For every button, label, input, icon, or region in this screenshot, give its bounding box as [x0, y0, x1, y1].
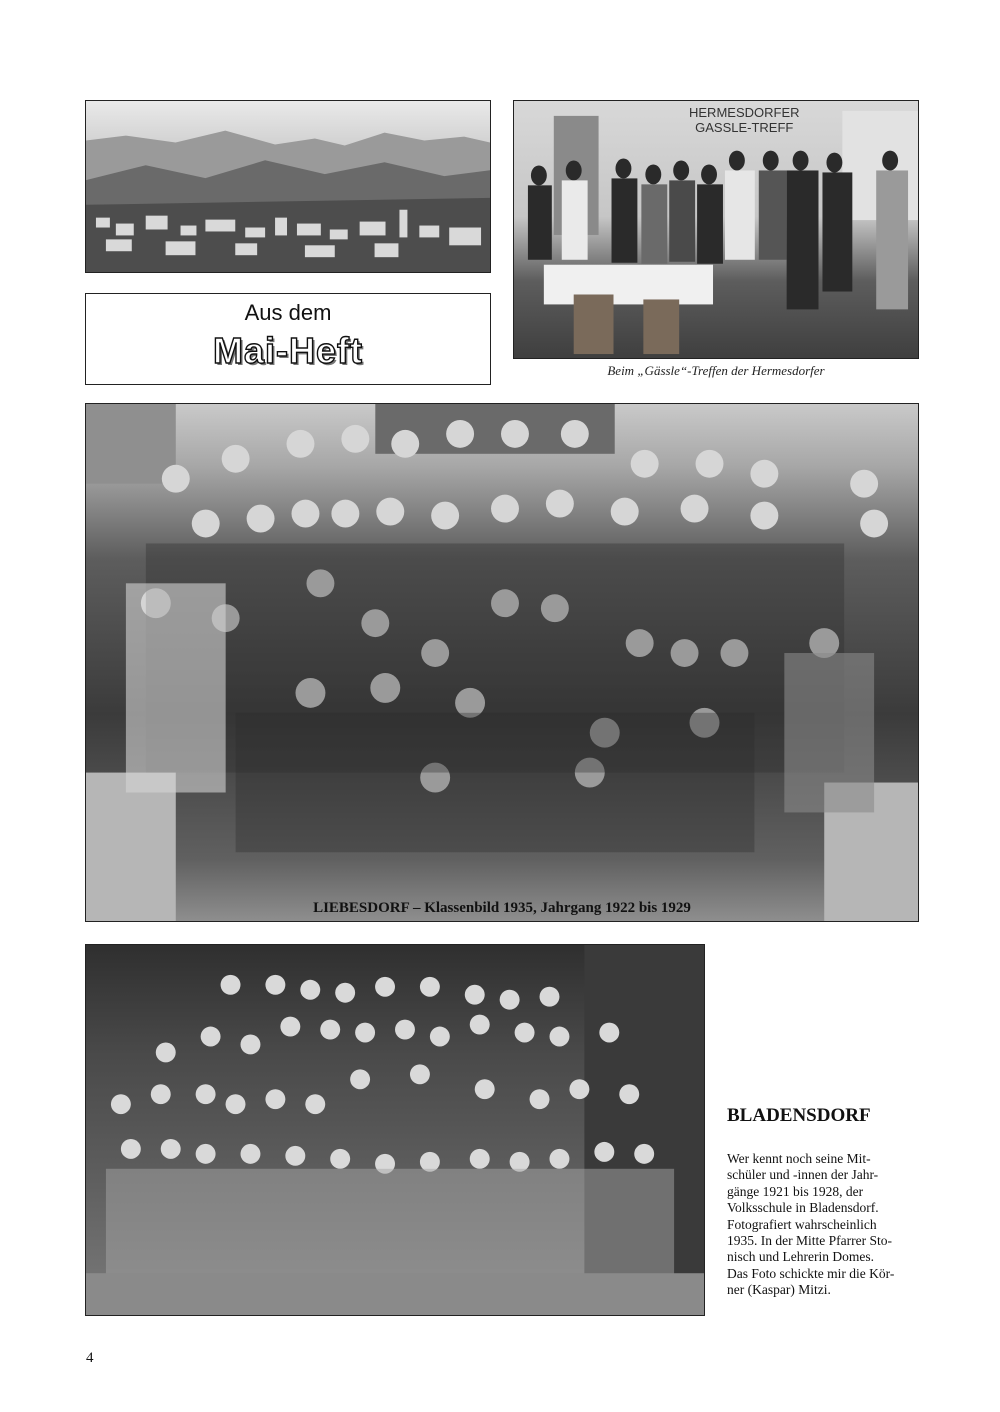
article-line: gänge 1921 bis 1928, der [727, 1183, 864, 1199]
article-line: Volksschule in Bladensdorf. [727, 1200, 879, 1216]
article-line: Wer kennt noch seine Mit- [727, 1151, 871, 1166]
meeting-people-image [514, 101, 918, 358]
meeting-sign [689, 105, 800, 135]
mountain-town-image [86, 101, 490, 272]
title-line-2: Mai-Heft [213, 330, 363, 371]
bladensdorf-class-photo [85, 944, 705, 1316]
meeting-caption: Beim „Gässle“-Treffen der Hermesdorfer [607, 363, 825, 378]
liebesdorf-caption: LIEBESDORF – Klassenbild 1935, Jahrgang 1922 bis 1929 [313, 900, 691, 916]
article-line: nisch und Lehrerin Domes. [727, 1249, 874, 1265]
liebesdorf-class-photo [85, 403, 919, 922]
title-line-1: Aus dem [244, 300, 332, 325]
article-line: Fotografiert wahrscheinlich [727, 1216, 877, 1232]
landscape-photo [85, 100, 491, 273]
meeting-sign-line-2: GASSLE-TREFF [695, 120, 794, 135]
bladensdorf-students-image [86, 945, 704, 1315]
article-line: Das Foto schickte mir die Kör- [727, 1265, 895, 1281]
article-body [727, 1151, 919, 1299]
article-line: 1935. In der Mitte Pfarrer Sto- [727, 1233, 892, 1249]
article-title: BLADENSDORF [727, 1105, 871, 1126]
liebesdorf-students-image [86, 404, 918, 921]
issue-title-box [85, 293, 491, 385]
page-number: 4 [86, 1350, 94, 1366]
meeting-sign-line-1: HERMESDORFER [689, 105, 800, 120]
meeting-photo [513, 100, 919, 359]
article-line: schüler und -innen der Jahr- [727, 1167, 879, 1183]
article-line: ner (Kaspar) Mitzi. [727, 1282, 831, 1298]
